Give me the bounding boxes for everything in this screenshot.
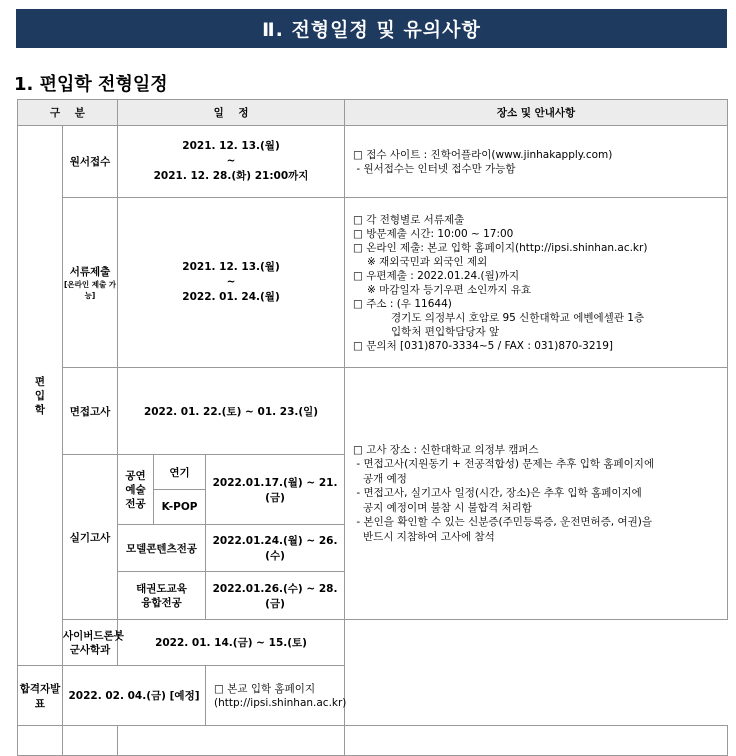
table-row [18, 198, 728, 368]
schedule-end: 2021. 12. 28.(화) 21:00까지 [153, 170, 309, 182]
note-line: □ 고사 장소 : 신한대학교 의정부 캠퍼스 [353, 443, 539, 456]
note-line: 공개 예정 [353, 472, 407, 485]
interview-label: 면접고사 [63, 368, 118, 455]
application-notes [345, 126, 728, 198]
note-line: 반드시 지참하여 고사에 참석 [353, 530, 495, 543]
documents-schedule [118, 198, 345, 368]
group-label-char: 학 [34, 403, 46, 416]
note-line: □ 우편제출 : 2022.01.24.(월)까지 [353, 269, 520, 282]
documents-notes [345, 198, 728, 368]
empty-cell [118, 726, 345, 756]
banner-title: Ⅱ. 전형일정 및 유의사항 [262, 19, 481, 41]
results-notes: □ 본교 입학 홈페이지 (http://ipsi.shinhan.ac.kr) [206, 666, 345, 726]
documents-label-cell [63, 198, 118, 368]
results-schedule: 2022. 02. 04.(금) [예정] [63, 666, 206, 726]
section-banner [16, 9, 727, 48]
note-line: □ 주소 : (우 11644) [353, 297, 452, 310]
performing-arts-label: 공연 예술 전공 [118, 455, 154, 525]
note-line: □ 방문제출 시간: 10:00 ~ 17:00 [353, 227, 514, 240]
schedule-tilde: ~ [226, 155, 236, 167]
table-row [18, 126, 728, 198]
table-row [18, 620, 728, 666]
kpop-label: K-POP [154, 490, 206, 525]
schedule-end: 2022. 01. 24.(월) [182, 291, 280, 303]
group-label-char: 편 [34, 375, 46, 388]
note-line: ※ 재외국민과 외국인 제외 [367, 255, 488, 268]
interview-schedule: 2022. 01. 22.(토) ~ 01. 23.(일) [118, 368, 345, 455]
application-label: 원서접수 [63, 126, 118, 198]
note-line: □ 문의처 [031)870-3334~5 / FAX : 031)870-3219] [353, 339, 613, 352]
schedule-start: 2021. 12. 13.(월) [182, 140, 280, 152]
table-row [18, 368, 728, 455]
table-row [18, 726, 728, 756]
documents-label: 서류제출 [69, 266, 111, 278]
cyber-drone-schedule: 2022. 01. 14.(금) ~ 15.(토) [118, 620, 345, 666]
group-label-char: 입 [34, 389, 46, 402]
application-schedule [118, 126, 345, 198]
note-line: - 원서접수는 인터넷 접수만 가능함 [353, 162, 516, 175]
acting-label: 연기 [154, 455, 206, 490]
empty-cell [18, 726, 63, 756]
exam-notes [345, 368, 728, 620]
note-line: - 면접고사, 실기고사 일정(시간, 장소)은 추후 입학 홈페이지에 [353, 487, 642, 500]
admission-schedule-table [17, 99, 728, 756]
note-line: □ 접수 사이트 : 진학어플라이(www.jinhakapply.com) [353, 148, 613, 161]
header-category: 구 분 [18, 100, 118, 126]
note-line: 입학처 편입학담당자 앞 [391, 325, 500, 338]
note-line: □ 온라인 제출: 본교 입학 홈페이지(http://ipsi.shinhan.ac.kr) [353, 241, 648, 254]
section-title: 1. 편입학 전형일정 [14, 74, 168, 95]
empty-cell [345, 726, 728, 756]
schedule-start: 2021. 12. 13.(월) [182, 261, 280, 273]
note-line: - 본인을 확인할 수 있는 신분증(주민등록증, 운전면허증, 여권)을 [353, 516, 652, 529]
group-label-cell [18, 126, 63, 666]
documents-sublabel: [온라인 제출 가능] [63, 280, 117, 300]
note-line: 경기도 의정부시 호암로 95 신한대학교 에벤에셀관 1층 [391, 311, 645, 324]
note-line: - 면접고사(지원동기 + 전공적합성) 문제는 추후 입학 홈페이지에 [353, 458, 655, 471]
header-info: 장소 및 안내사항 [345, 100, 728, 126]
performing-schedule: 2022.01.17.(월) ~ 21.(금) [206, 455, 345, 525]
taekwondo-label: 태권도교육 융합전공 [118, 572, 206, 620]
table-header-row [18, 100, 728, 126]
model-content-label: 모델콘텐츠전공 [118, 525, 206, 572]
note-line: ※ 마감일자 등기우편 소인까지 유효 [367, 283, 532, 296]
taekwondo-schedule: 2022.01.26.(수) ~ 28.(금) [206, 572, 345, 620]
header-schedule: 일 정 [118, 100, 345, 126]
schedule-tilde: ~ [226, 276, 236, 288]
results-label: 합격자발표 [18, 666, 63, 726]
model-schedule: 2022.01.24.(월) ~ 26.(수) [206, 525, 345, 572]
cyber-drone-label: 사이버드론봇 군사학과 [63, 620, 118, 666]
practical-label: 실기고사 [63, 455, 118, 620]
note-line: □ 각 전형별로 서류제출 [353, 213, 465, 226]
note-line: 공지 예정이며 불참 시 불합격 처리함 [353, 501, 532, 514]
empty-cell [63, 726, 118, 756]
table-row [18, 666, 728, 726]
